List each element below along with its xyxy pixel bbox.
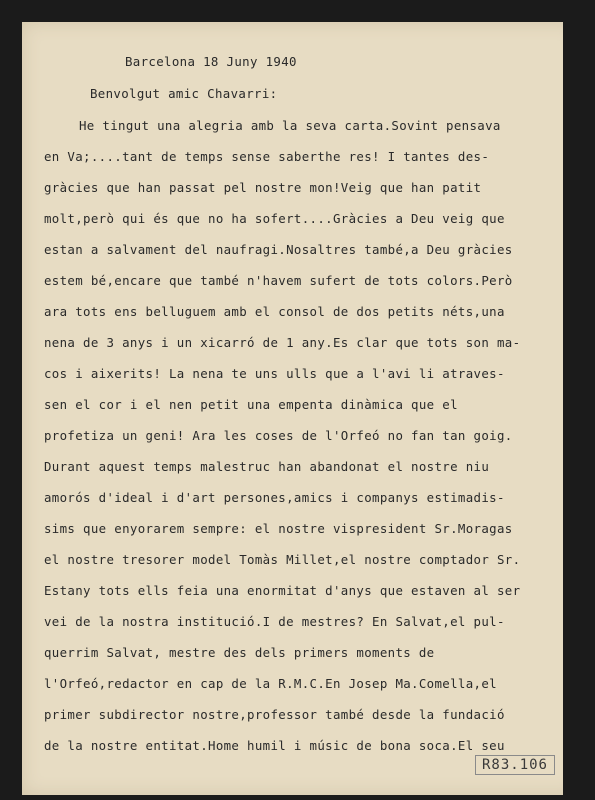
letter-date: Barcelona 18 Juny 1940: [125, 54, 297, 69]
letter-line: estem bé,encare que també n'havem sufert de tots colors.Però: [44, 273, 513, 288]
letter-line: molt,però qui és que no ha sofert....Gràcies a Deu veig que: [44, 211, 505, 226]
letter-body: [22, 22, 579, 753]
letter-line: vei de la nostra institució.I de mestres? En Salvat,el pul-: [44, 614, 505, 629]
letter-line: primer subdirector nostre,professor també desde la fundació: [44, 707, 505, 722]
letter-line: profetiza un geni! Ara les coses de l'Orfeó no fan tan goig.: [44, 428, 513, 443]
letter-line: ara tots ens belluguem amb el consol de dos petits néts,una: [44, 304, 505, 319]
letter-line: estan a salvament del naufragi.Nosaltres també,a Deu gràcies: [44, 242, 513, 257]
letter-line: He tingut una alegria amb la seva carta.Sovint pensava: [79, 118, 501, 133]
letter-greeting: Benvolgut amic Chavarri:: [90, 86, 278, 101]
letter-line: de la nostre entitat.Home humil i músic de bona soca.El seu: [44, 738, 505, 753]
letter-line: amorós d'ideal i d'art persones,amics i companys estimadis-: [44, 490, 505, 505]
letter-line: nena de 3 anys i un xicarró de 1 any.Es clar que tots son ma-: [44, 335, 521, 350]
letter-line: Estany tots ells feia una enormitat d'anys que estaven al ser: [44, 583, 521, 598]
letter-line: querrim Salvat, mestre des dels primers moments de: [44, 645, 435, 660]
letter-line: en Va;....tant de temps sense saberthe res! I tantes des-: [44, 149, 490, 164]
letter-line: sen el cor i el nen petit una empenta dinàmica que el: [44, 397, 458, 412]
letter-page: [22, 22, 579, 795]
archive-reference: R83.106: [475, 755, 555, 775]
letter-line: gràcies que han passat pel nostre mon!Veig que han patit: [44, 180, 482, 195]
letter-line: sims que enyorarem sempre: el nostre vispresident Sr.Moragas: [44, 521, 513, 536]
letter-line: el nostre tresorer model Tomàs Millet,el nostre comptador Sr.: [44, 552, 521, 567]
letter-line: cos i aixerits! La nena te uns ulls que a l'avi li atraves-: [44, 366, 505, 381]
letter-line: Durant aquest temps malestruc han abandonat el nostre niu: [44, 459, 490, 474]
letter-line: l'Orfeó,redactor en cap de la R.M.C.En Josep Ma.Comella,el: [44, 676, 497, 691]
